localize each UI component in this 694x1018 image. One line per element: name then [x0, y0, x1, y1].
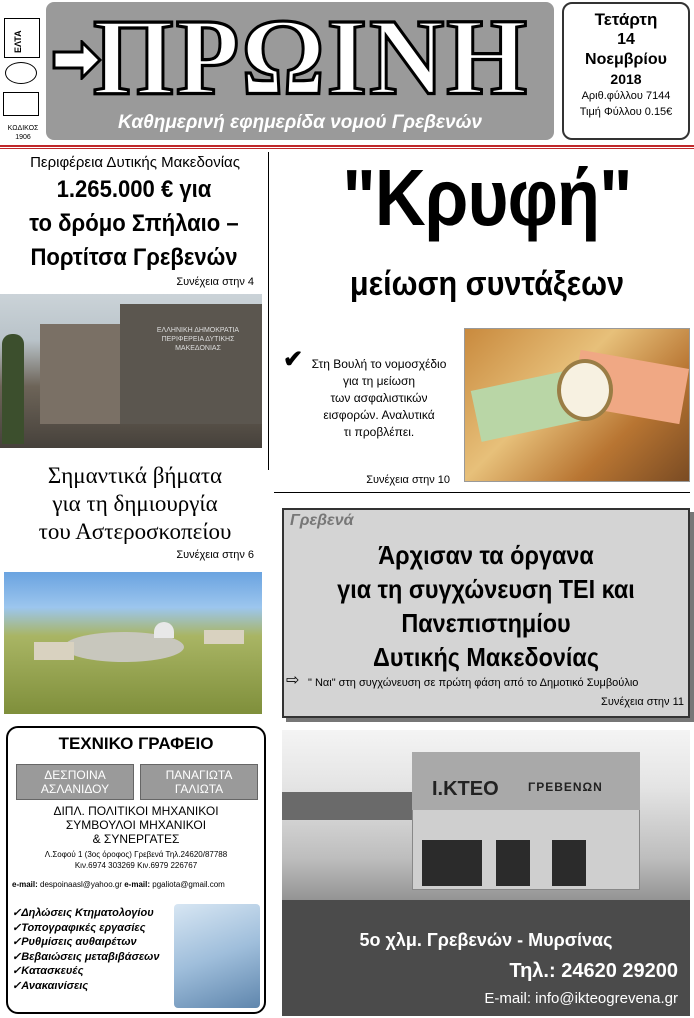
- issue-month: Νοεμβρίου: [585, 51, 667, 68]
- grevena-headline-line: Δυτικής Μακεδονίας: [373, 642, 599, 672]
- grevena-headline: [308, 538, 664, 674]
- building-shape: [34, 642, 74, 660]
- kteo-ad[interactable]: [282, 730, 690, 1016]
- summary-line: των ασφαλιστικών: [330, 391, 428, 405]
- postal-seal-icon: [5, 62, 37, 84]
- list-item: ✓Βεβαιώσεις μεταβιβάσεων: [12, 950, 160, 963]
- ad-qualification: & ΣΥΝΕΡΓΑΤΕΣ: [92, 832, 180, 846]
- ad-qualification: ΣΥΜΒΟΥΛΟΙ ΜΗΧΑΝΙΚΟΙ: [65, 818, 207, 832]
- tree-shape: [2, 334, 24, 444]
- ad-name-line: ΑΣΛΑΝΙΔΟΥ: [40, 782, 110, 796]
- date-box: [562, 2, 690, 140]
- main-story-summary: [298, 356, 460, 441]
- kodikos: [0, 124, 46, 142]
- observatory-headline-line: του Αστεροσκοπείου: [38, 519, 232, 544]
- summary-line: Στη Βουλή το νομοσχέδιο: [311, 357, 447, 371]
- list-item: ✓Ανακαινίσεις: [12, 979, 89, 992]
- summary-line: τι προβλέπει.: [343, 425, 415, 439]
- building-sign-line: ΠΕΡΙΦΕΡΕΙΑ ΔΥΤΙΚΗΣ ΜΑΚΕΔΟΝΙΑΣ: [161, 336, 235, 352]
- grevena-story-box[interactable]: [282, 508, 690, 718]
- kodikos-label: ΚΩΔΙΚΟΣ: [7, 125, 39, 132]
- email-label: e-mail:: [12, 880, 38, 889]
- masthead: [46, 2, 554, 140]
- main-story-continued[interactable]: Συνέχεια στην 10: [366, 474, 450, 486]
- observatory-article-continued[interactable]: Συνέχεια στην 6: [176, 549, 254, 561]
- kteo-address: 5ο χλμ. Γρεβενών - Μυρσίνας: [359, 930, 613, 950]
- road-headline-line: Πορτίτσα Γρεβενών: [30, 244, 238, 271]
- technical-office-ad[interactable]: [6, 726, 266, 1014]
- ad-emails: [12, 880, 264, 889]
- email-link[interactable]: despoinaasl@yahoo.gr: [40, 880, 122, 889]
- blueprint-image: [174, 904, 260, 1008]
- observatory-dome-shape: [154, 622, 174, 638]
- summary-line: για τη μείωση: [342, 374, 416, 388]
- email-label: e-mail:: [124, 880, 151, 889]
- observatory-headline-line: για τη δημιουργία: [52, 491, 218, 516]
- grevena-headline-line: για τη συγχώνευση ΤΕΙ και: [337, 574, 635, 604]
- ad-name-galiota: [140, 764, 258, 800]
- issue-price: Τιμή Φύλλου 0.15€: [579, 106, 673, 118]
- road-headline-line: το δρόμο Σπήλαιο –: [29, 210, 239, 237]
- road-article-kicker: Περιφέρεια Δυτικής Μακεδονίας: [30, 154, 240, 171]
- building-shape: [204, 630, 244, 644]
- pocket-watch-icon: [557, 359, 613, 421]
- kteo-sign-city: ΓΡΕΒΕΝΩΝ: [528, 780, 603, 794]
- newspaper-subtitle: Καθημερινή εφημερίδα νομού Γρεβενών: [118, 112, 482, 133]
- road-article-headline[interactable]: [13, 173, 256, 275]
- column-divider: [268, 152, 269, 470]
- ad-name-line: ΓΑΛΙΩΤΑ: [174, 782, 224, 796]
- kteo-email[interactable]: E-mail: info@ikteogrevena.gr: [484, 990, 678, 1007]
- ad-name-line: ΠΑΝΑΓΙΩΤΑ: [165, 768, 233, 782]
- list-item: ✓Δηλώσεις Κτηματολογίου: [12, 907, 154, 919]
- main-story-headline[interactable]: "Κρυφή": [342, 153, 632, 242]
- grevena-tag: Γρεβενά: [290, 512, 354, 529]
- grevena-bullet: " Ναι" στη συγχώνευση σε πρώτη φάση από το Δημοτικό Συμβούλιο: [308, 677, 639, 689]
- grevena-headline-line: Πανεπιστημίου: [401, 608, 571, 638]
- ad-mobiles: Κιν.6974 303269 Κιν.6979 226767: [74, 861, 198, 870]
- issue-date: 14: [617, 31, 635, 48]
- newspaper-title: ΠΡΩΙΝΗ: [92, 2, 530, 118]
- ad-address: Λ.Σοφού 1 (3ος όροφος) Γρεβενά Τηλ.24620/87788: [44, 850, 228, 859]
- window-shape: [496, 840, 530, 886]
- kteo-sign: Ι.ΚΤΕΟ: [432, 778, 499, 800]
- elta-stamp: [4, 18, 40, 58]
- ad-title: ΤΕΧΝΙΚΟ ΓΡΑΦΕΙΟ: [58, 734, 214, 753]
- observatory-rendering-photo: [4, 572, 262, 714]
- road-headline-line: 1.265.000 € για: [56, 176, 212, 203]
- issue-number: Αριθ.φύλλου 7144: [581, 90, 671, 102]
- issue-year: 2018: [610, 71, 642, 87]
- header-divider: [0, 145, 694, 149]
- observatory-headline-line: Σημαντικά βήματα: [47, 463, 223, 488]
- grevena-continued[interactable]: Συνέχεια στην 11: [601, 696, 684, 708]
- region-building-photo: [0, 294, 262, 448]
- main-story-subheadline: μείωση συντάξεων: [349, 265, 625, 303]
- checkmark-icon: ✔: [283, 346, 304, 373]
- ad-qualification: ΔΙΠΛ. ΠΟΛΙΤΙΚΟΙ ΜΗΧΑΝΙΚΟΙ: [53, 804, 219, 818]
- elta-label: ΕΛΤΑ: [13, 30, 23, 53]
- building-shape: [120, 304, 262, 424]
- arrow-right-icon: ⇨: [286, 672, 300, 689]
- list-item: ✓Κατασκευές: [12, 965, 84, 977]
- kodikos-value: 1906: [15, 134, 31, 141]
- window-shape: [552, 840, 586, 886]
- postal-box-icon: [3, 92, 39, 116]
- issue-day: Τετάρτη: [594, 10, 658, 29]
- section-divider: [274, 492, 690, 493]
- money-clock-photo: [464, 328, 690, 482]
- summary-line: εισφορών. Αναλυτικά: [323, 408, 435, 422]
- building-sign-line: ΕΛΛΗΝΙΚΗ ΔΗΜΟΚΡΑΤΙΑ: [156, 327, 240, 334]
- window-shape: [422, 840, 482, 886]
- observatory-article-headline[interactable]: [4, 462, 266, 546]
- ad-name-aslanidou: [16, 764, 134, 800]
- list-item: ✓Ρυθμίσεις αυθαιρέτων: [12, 936, 137, 948]
- grevena-headline-line: Άρχισαν τα όργανα: [378, 540, 594, 570]
- email-link[interactable]: pgaliota@gmail.com: [152, 880, 225, 889]
- building-sign: [138, 326, 258, 353]
- ad-services-list: [12, 906, 182, 993]
- postal-stamps: [0, 0, 46, 150]
- ad-name-line: ΔΕΣΠΟΙΝΑ: [44, 768, 106, 782]
- canopy-shape: [282, 792, 412, 820]
- road-article-continued[interactable]: Συνέχεια στην 4: [176, 276, 254, 288]
- kteo-phone[interactable]: Τηλ.: 24620 29200: [509, 960, 678, 982]
- list-item: ✓Τοπογραφικές εργασίες: [12, 921, 146, 934]
